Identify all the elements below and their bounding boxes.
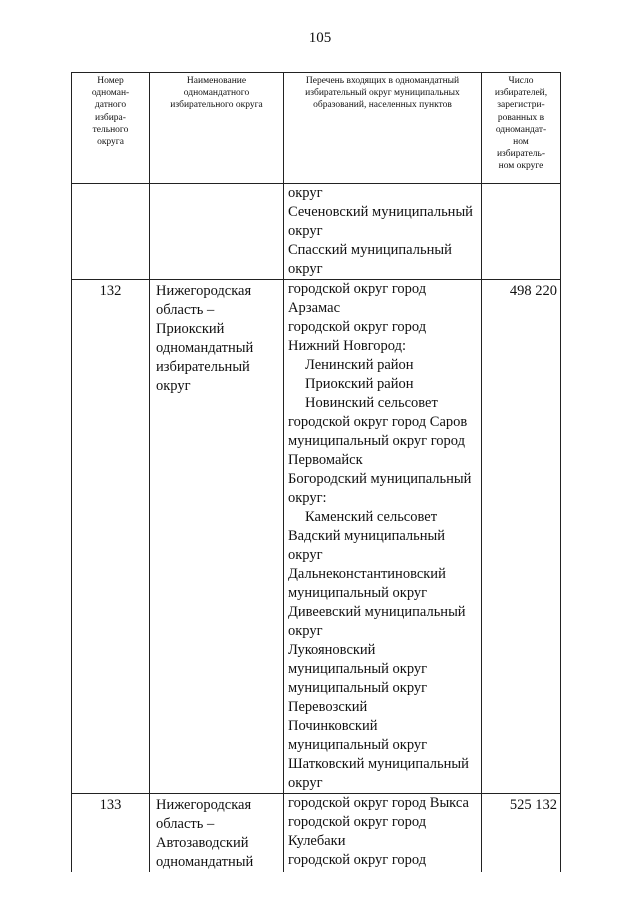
district-name-line: Нижегородская — [156, 797, 252, 813]
header-text-line: избирателей, — [494, 88, 548, 99]
municipality-line: Дивеевский муниципальный — [288, 604, 466, 620]
municipality-line: муниципальный округ город — [288, 433, 465, 449]
district-number: 133 — [72, 794, 150, 873]
municipality-line: городской округ город Саров — [288, 414, 468, 430]
header-text-line: избира- — [95, 112, 126, 123]
header-text-line: Число — [508, 76, 534, 86]
municipality-line: муниципальный округ — [288, 585, 428, 601]
header-text-line: избиратель- — [496, 149, 546, 160]
municipality-line: Арзамас — [288, 300, 341, 316]
municipality-line: Нижний Новгород: — [288, 338, 407, 354]
header-text-line: Номер — [97, 76, 124, 86]
header-text-line: одномандат- — [495, 124, 547, 135]
cell-name — [150, 184, 284, 280]
municipality-line: Лукояновский — [288, 642, 376, 658]
municipality-line: Шатковский муниципальный — [288, 756, 469, 772]
district-voter-count: 525 132 — [482, 794, 561, 873]
districts-table — [71, 72, 561, 872]
municipality-line: Спасский муниципальный — [288, 242, 452, 258]
municipality-line: городской округ город — [288, 319, 427, 335]
table-row-continuation — [72, 184, 561, 280]
header-text-line: Наименование — [186, 76, 247, 86]
municipality-line: округ — [288, 261, 323, 277]
header-municipalities-list — [284, 73, 482, 184]
district-name-line: округ — [156, 378, 191, 394]
municipality-line: округ — [288, 185, 323, 201]
district-name-line: Нижегородская — [156, 283, 252, 299]
table-header-row — [72, 73, 561, 184]
municipality-line: городской округ город — [288, 281, 427, 297]
cell-number — [72, 184, 150, 280]
municipality-line: Первомайск — [288, 452, 363, 468]
municipality-line: Приокский район — [305, 376, 414, 392]
municipality-line: Новинский сельсовет — [305, 395, 438, 411]
header-district-number — [72, 73, 150, 184]
municipality-line: округ — [288, 623, 323, 639]
district-name — [150, 794, 284, 873]
municipality-line: Вадский муниципальный — [288, 528, 446, 544]
header-text-line: одноман- — [91, 88, 130, 99]
header-text-line: округа — [97, 137, 124, 148]
header-voter-count — [482, 73, 561, 184]
header-text-line: Перечень входящих в одномандатный — [305, 76, 460, 86]
district-name-line: область – — [156, 816, 215, 832]
table-row-district-133 — [72, 794, 561, 873]
municipality-line: Дальнеконстантиновский — [288, 566, 446, 582]
municipality-line: Каменский сельсовет — [305, 509, 438, 525]
municipality-line: Кулебаки — [288, 833, 346, 849]
municipality-line: муниципальный округ — [288, 680, 428, 696]
header-text-line: ном — [513, 137, 529, 148]
municipality-line: округ — [288, 775, 323, 791]
header-text-line: избирательного округа — [170, 100, 263, 111]
municipality-line: округ — [288, 223, 323, 239]
district-name-line: избирательный — [156, 359, 250, 375]
district-number: 132 — [72, 280, 150, 794]
page-number: 105 — [308, 30, 332, 46]
header-text-line: датного — [94, 100, 127, 111]
header-text-line: образований, населенных пунктов — [313, 100, 452, 111]
district-voter-count: 498 220 — [482, 280, 561, 794]
district-name — [150, 280, 284, 794]
district-name-line: область – — [156, 302, 215, 318]
header-text-line: зарегистри- — [497, 100, 545, 111]
district-name-line: Приокский — [156, 321, 225, 337]
table-row-district-132 — [72, 280, 561, 794]
municipality-line: городской округ город — [288, 852, 427, 868]
cell-municipalities — [284, 184, 482, 280]
district-name-line: одномандатный — [156, 854, 254, 870]
municipality-line: округ — [288, 547, 323, 563]
municipality-line: Починковский — [288, 718, 378, 734]
district-municipalities — [284, 794, 482, 873]
municipality-line: городской округ город — [288, 814, 427, 830]
header-district-name — [150, 73, 284, 184]
district-name-line: Автозаводский — [156, 835, 249, 851]
cell-voters — [482, 184, 561, 280]
municipality-line: Богородский муниципальный — [288, 471, 472, 487]
header-text-line: ном округе — [498, 161, 544, 172]
header-text-line: одномандатного — [183, 88, 250, 99]
municipality-line: округ: — [288, 490, 327, 506]
district-municipalities — [284, 280, 482, 794]
municipality-line: Сеченовский муниципальный — [288, 204, 473, 220]
header-text-line: избирательный округ муниципальных — [305, 88, 460, 99]
municipality-line: Перевозский — [288, 699, 368, 715]
municipality-line: муниципальный округ — [288, 737, 428, 753]
municipality-line: Ленинский район — [305, 357, 414, 373]
municipality-line: муниципальный округ — [288, 661, 428, 677]
header-text-line: тельного — [92, 124, 129, 135]
district-name-line: одномандатный — [156, 340, 254, 356]
municipality-line: городской округ город Выкса — [288, 795, 469, 811]
header-text-line: рованных в — [497, 112, 545, 123]
